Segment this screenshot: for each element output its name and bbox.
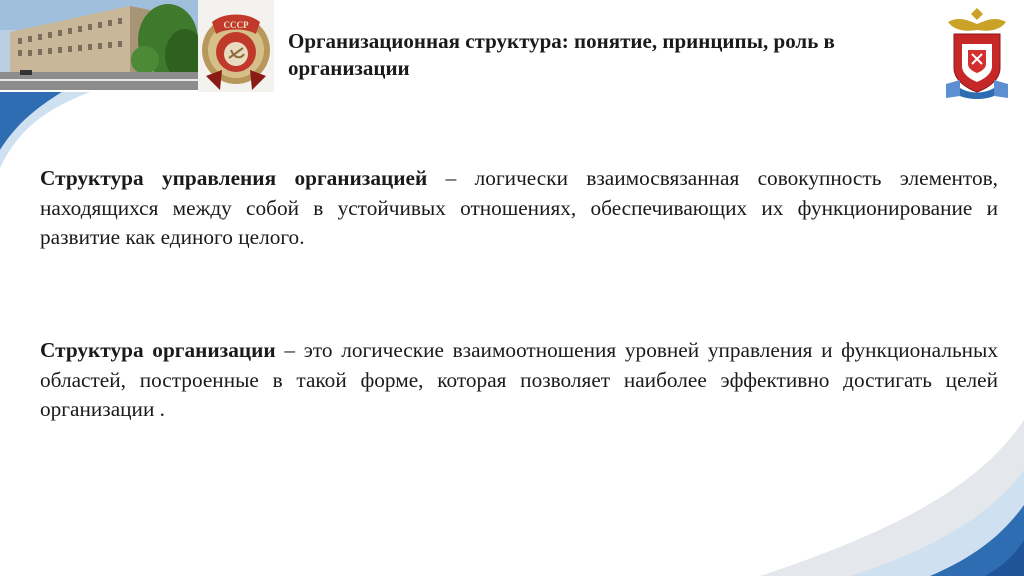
definition-organization-structure — [40, 336, 998, 425]
definition-text: логически взаимосвязанная совокупность элементов, находящихся между собой в устойчивых отношениях, обеспечивающих их функционирование и развитие как единого целого. — [40, 166, 998, 249]
definition-term: Структура управления организацией — [40, 166, 428, 190]
building-photo — [0, 0, 198, 90]
definition-separator: – — [275, 338, 304, 362]
police-university-emblem-icon — [942, 4, 1012, 100]
definition-text: это логические взаимоотношения уровней управления и функциональных областей, построенные в такой форме, которая позволяет наиболее эффективно достигать целей организации . — [40, 338, 999, 421]
slide-title: Организационная структура: понятие, принципы, роль в организации — [288, 29, 835, 80]
definition-separator: – — [427, 166, 475, 190]
definition-term: Структура организации — [40, 338, 276, 362]
medal-text: СССР — [223, 20, 249, 30]
definition-management-structure — [40, 164, 998, 253]
order-of-red-banner-icon — [198, 0, 274, 92]
